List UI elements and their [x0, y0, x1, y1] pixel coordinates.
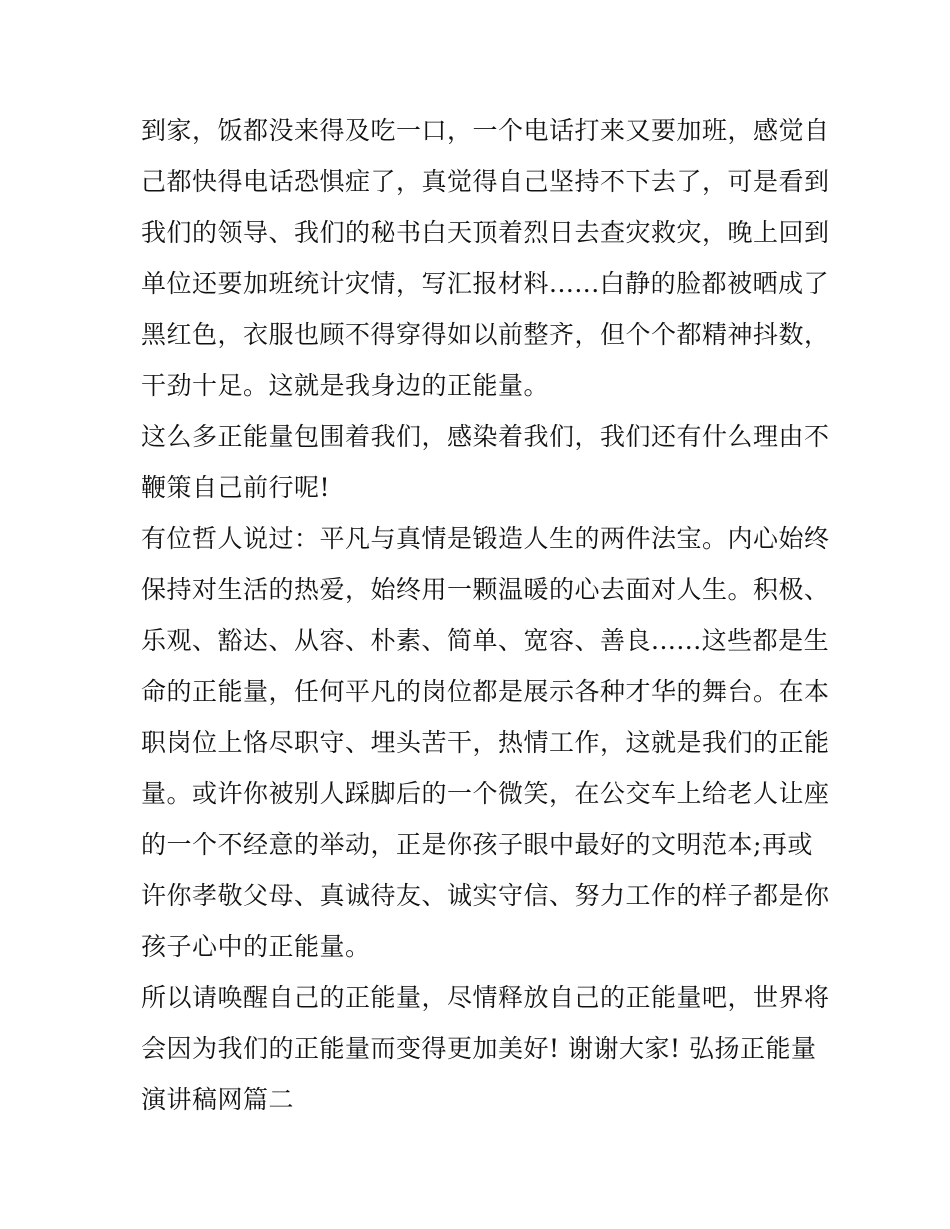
text-line: 所以请唤醒自己的正能量，尽情释放自己的正能量吧，世界将 [141, 983, 830, 1012]
body-text [141, 105, 830, 1125]
text-line: 孩子心中的正能量。 [141, 932, 371, 961]
text-line: 乐观、豁达、从容、朴素、简单、宽容、善良......这些都是生 [141, 626, 830, 655]
text-line: 量。或许你被别人踩脚后的一个微笑，在公交车上给老人让座 [141, 779, 830, 808]
text-line: 保持对生活的热爱，始终用一颗温暖的心去面对人生。积极、 [141, 575, 830, 604]
text-line: 己都快得电话恐惧症了，真觉得自己坚持不下去了，可是看到 [141, 167, 830, 196]
text-line: 演讲稿网篇二 [141, 1085, 295, 1114]
text-line: 干劲十足。这就是我身边的正能量。 [141, 371, 550, 400]
text-line: 这么多正能量包围着我们，感染着我们，我们还有什么理由不 [141, 422, 830, 451]
text-line: 职岗位上恪尽职守、埋头苦干，热情工作，这就是我们的正能 [141, 728, 830, 757]
text-line: 有位哲人说过：平凡与真情是锻造人生的两件法宝。内心始终 [141, 524, 830, 553]
text-line: 我们的领导、我们的秘书白天顶着烈日去查灾救灾，晚上回到 [141, 218, 830, 247]
text-line: 到家，饭都没来得及吃一口，一个电话打来又要加班，感觉自 [141, 116, 830, 145]
text-line: 的一个不经意的举动，正是你孩子眼中最好的文明范本;再或 [141, 830, 813, 859]
text-line: 鞭策自己前行呢! [141, 473, 331, 502]
text-line: 会因为我们的正能量而变得更加美好! 谢谢大家! 弘扬正能量 [141, 1034, 817, 1063]
text-line: 单位还要加班统计灾情，写汇报材料......白静的脸都被晒成了 [141, 269, 830, 298]
text-line: 许你孝敬父母、真诚待友、诚实守信、努力工作的样子都是你 [141, 881, 830, 910]
text-line: 黑红色，衣服也顾不得穿得如以前整齐，但个个都精神抖数， [141, 320, 830, 349]
text-line: 命的正能量，任何平凡的岗位都是展示各种才华的舞台。在本 [141, 677, 830, 706]
